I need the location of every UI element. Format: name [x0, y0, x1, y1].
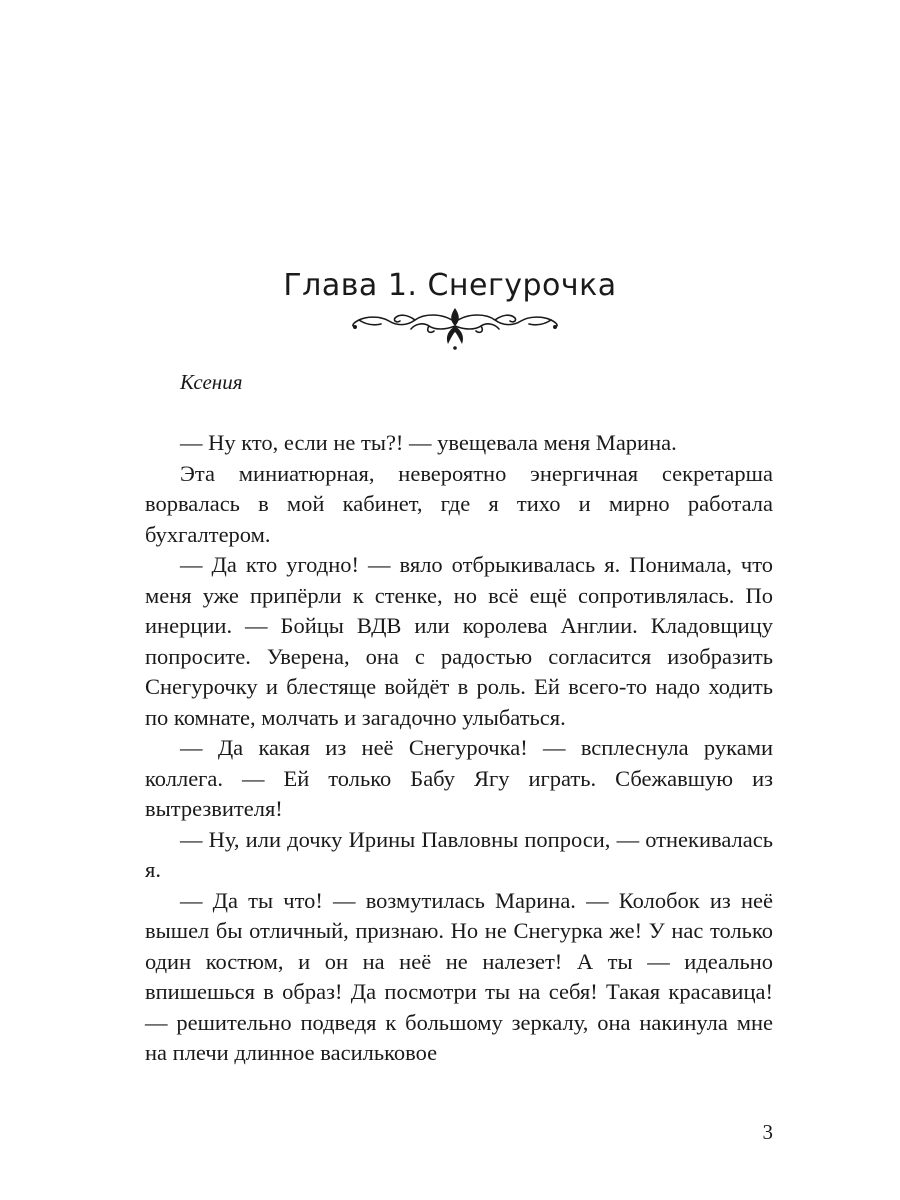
paragraph: — Да кто угодно! — вяло отбрыкивалась я. Понимала, что меня уже припёрли к стенке, но всё ещё сопротивлялась. По инерции. — Бойцы ВДВ или королева Англии. Кладовщицу попросите. Уверена, она с радостью согласится изобразить Снегурочку и блестяще войдёт в роль. Ей всего-то надо ходить по комнате, молчать и загадочно улыбаться.	[145, 552, 773, 730]
chapter-body	[145, 428, 773, 1069]
paragraph: — Ну кто, если не ты?! — увещевала меня Марина.	[180, 430, 677, 455]
flourish-ornament-icon	[345, 304, 565, 352]
paragraph: — Ну, или дочку Ирины Павловны попроси, — отнекивалась я.	[145, 826, 773, 882]
paragraph: Эта миниатюрная, невероятно энергичная секретарша ворвалась в мой кабинет, где я тихо и мирно работала бухгалтером.	[145, 460, 773, 547]
page-number: 3	[762, 1120, 773, 1144]
paragraph: — Да какая из неё Снегурочка! — всплеснула руками коллега. — Ей только Бабу Ягу играть. Сбежавшую из вытрезвителя!	[145, 735, 773, 821]
chapter-title: Глава 1. Снегурочка	[283, 268, 617, 303]
narrator-name: Ксения	[180, 370, 243, 394]
paragraph: — Да ты что! — возмутилась Марина. — Колобок из неё вышел бы отличный, признаю. Но не Снегурка же! У нас только один костюм, и он на неё не налезет! А ты — идеально впишешься в образ! Да посмотри ты на себя! Такая красавица! — решительно подведя к большому зеркалу, она накинула мне на плечи длинное васильковое	[145, 887, 773, 1065]
